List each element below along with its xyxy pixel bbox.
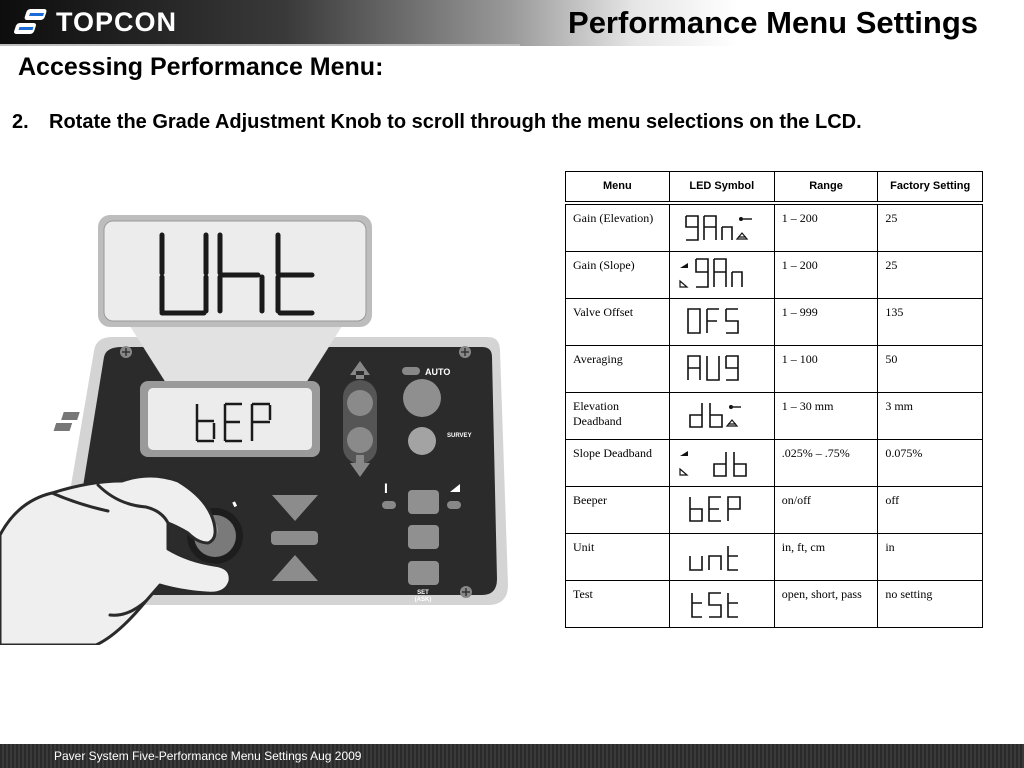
slope-led — [447, 501, 461, 509]
footer-bar — [0, 744, 1024, 768]
factory-setting-cell: 0.075% — [878, 439, 983, 486]
table-row — [566, 486, 983, 533]
screw-icon — [459, 346, 471, 358]
led-gain-elevation-icon — [674, 207, 770, 247]
grade-center-bar — [271, 531, 318, 545]
led-symbol-cell — [669, 580, 774, 627]
range-cell: in, ft, cm — [774, 533, 878, 580]
screw-icon — [120, 346, 132, 358]
led-symbol-cell — [669, 251, 774, 298]
range-cell: 1 – 30 mm — [774, 392, 878, 439]
step-number: 2. — [12, 111, 29, 133]
table-row — [566, 298, 983, 345]
table-row — [566, 580, 983, 627]
factory-setting-cell: in — [878, 533, 983, 580]
led-symbol-cell — [669, 439, 774, 486]
logo-text: TOPCON — [56, 6, 178, 37]
menu-cell: Beeper — [566, 486, 670, 533]
step-instruction — [12, 111, 862, 134]
header-divider — [0, 44, 520, 46]
led-beeper-icon — [674, 489, 770, 529]
led-dot — [739, 217, 743, 221]
menu-cell: Elevation Deadband — [566, 392, 670, 439]
table-row — [566, 533, 983, 580]
table-row — [566, 439, 983, 486]
performance-menu-table — [565, 171, 983, 628]
topcon-mark-icon — [14, 7, 52, 37]
auto-button — [403, 379, 441, 417]
led-symbol-cell — [669, 486, 774, 533]
range-cell: on/off — [774, 486, 878, 533]
step-text: Rotate the Grade Adjustment Knob to scroll through the menu selections on the LCD. — [49, 111, 862, 133]
table-row — [566, 345, 983, 392]
range-cell: .025% – .75% — [774, 439, 878, 486]
rocker-down-button — [347, 427, 373, 453]
factory-setting-cell: 25 — [878, 251, 983, 298]
section-subtitle: Accessing Performance Menu: — [18, 53, 384, 81]
led-valve-offset-icon — [674, 301, 770, 341]
elevation-icon: I — [384, 480, 388, 496]
auto-indicator-led — [402, 367, 420, 375]
column-header-led-symbol: LED Symbol — [669, 172, 774, 203]
panel-logo-icon — [54, 412, 80, 431]
column-header-range: Range — [774, 172, 878, 203]
menu-cell: Test — [566, 580, 670, 627]
led-elevation-deadband-icon — [674, 395, 770, 435]
table-header-row — [566, 172, 983, 203]
led-unit-icon — [674, 536, 770, 576]
screw-icon — [460, 586, 472, 598]
led-symbol-cell — [669, 533, 774, 580]
topcon-logo — [14, 5, 177, 39]
factory-setting-cell: no setting — [878, 580, 983, 627]
range-cell: open, short, pass — [774, 580, 878, 627]
table-row — [566, 203, 983, 252]
range-cell: 1 – 100 — [774, 345, 878, 392]
led-slope-deadband-icon — [674, 442, 770, 482]
factory-setting-cell: 135 — [878, 298, 983, 345]
led-test-icon — [674, 583, 770, 623]
menu-cell: Slope Deadband — [566, 439, 670, 486]
elevation-led — [382, 501, 396, 509]
auto-label: AUTO — [425, 367, 451, 377]
set-sublabel: (ASK) — [414, 597, 432, 603]
range-cell: 1 – 200 — [774, 203, 878, 252]
led-symbol-cell — [669, 298, 774, 345]
led-symbol-cell — [669, 203, 774, 252]
led-averaging-icon — [674, 348, 770, 388]
menu-cell: Gain (Slope) — [566, 251, 670, 298]
function-button-1 — [408, 490, 439, 514]
factory-setting-cell: off — [878, 486, 983, 533]
function-button-2 — [408, 525, 439, 549]
factory-setting-cell: 50 — [878, 345, 983, 392]
factory-setting-cell: 25 — [878, 203, 983, 252]
footer-text: Paver System Five-Performance Menu Settings Aug 2009 — [54, 749, 362, 763]
menu-cell: Unit — [566, 533, 670, 580]
set-button — [408, 561, 439, 585]
control-box-illustration — [0, 205, 520, 645]
table-row — [566, 392, 983, 439]
hand-illustration — [0, 476, 230, 645]
led-gain-slope-icon — [674, 254, 770, 294]
column-header-factory-setting: Factory Setting — [878, 172, 983, 203]
menu-cell: Gain (Elevation) — [566, 203, 670, 252]
page-title: Performance Menu Settings — [568, 5, 978, 40]
menu-cell: Averaging — [566, 345, 670, 392]
set-label: SET — [417, 590, 429, 596]
menu-cell: Valve Offset — [566, 298, 670, 345]
range-cell: 1 – 999 — [774, 298, 878, 345]
led-symbol-cell — [669, 392, 774, 439]
table-row — [566, 251, 983, 298]
rocker-up-button — [347, 390, 373, 416]
survey-button — [408, 427, 436, 455]
lcd-large-screen — [104, 221, 366, 321]
factory-setting-cell: 3 mm — [878, 392, 983, 439]
zoom-callout-wedge — [128, 323, 344, 383]
led-symbol-cell — [669, 345, 774, 392]
column-header-menu: Menu — [566, 172, 670, 203]
range-cell: 1 – 200 — [774, 251, 878, 298]
survey-label: SURVEY — [447, 433, 472, 439]
